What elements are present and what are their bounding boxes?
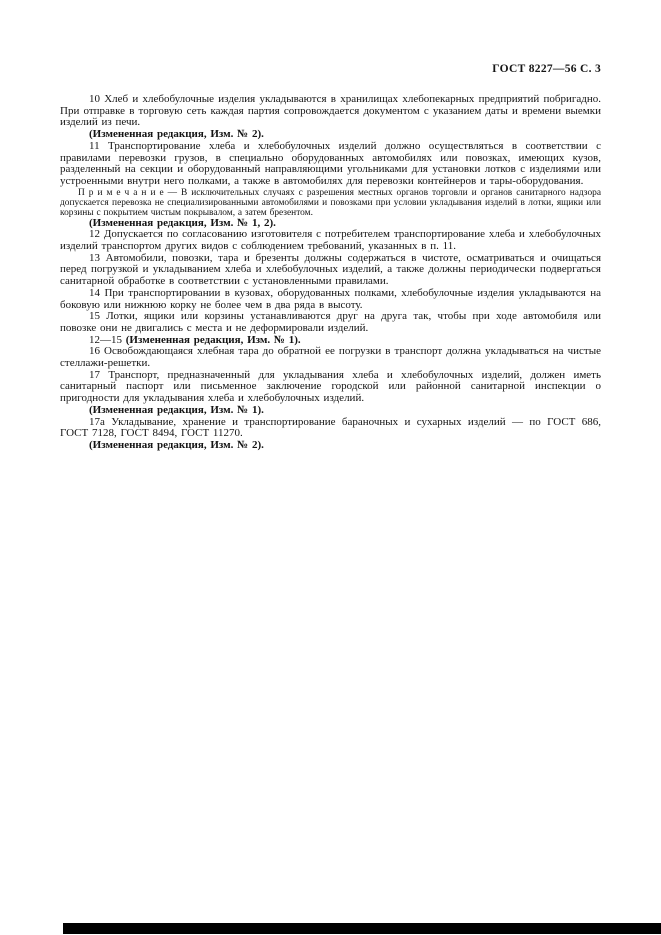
paragraph-12-15-prefix: 12—15 (89, 333, 126, 346)
paragraph-17a: 17а Укладывание, хранение и транспортирование бараночных и сухарных изделий — по ГОСТ 686, ГОСТ 7128, ГОСТ 8494, ГОСТ 11270. (60, 415, 601, 440)
paragraph-17: 17 Транспорт, предназначенный для укладывания хлеба и хлебобулочных изделий, должен иметь санитарный паспорт или письменное заключение городской или районной санитарной инспекции о пригодности для укладывания хлеба и хлебобулочных изделий. (60, 368, 601, 405)
scan-artifact-bottom-bar (63, 923, 661, 934)
paragraph-12-15-revision-bold: (Измененная редакция, Изм. № 1). (125, 333, 301, 346)
paragraph-12: 12 Допускается по согласованию изготовителя с потребителем транспортирование хлеба и хлебобулочных изделий транспортом других видов с соблюдением требований, указанных в п. 11. (60, 228, 601, 253)
paragraph-13: 13 Автомобили, повозки, тара и брезенты должны содержаться в чистоте, осматриваться и очищаться перед погрузкой и укладыванием хлеба и хлебобулочных изделий, а также должны периодически подвергаться санитарной обработке в соответствии с установленными правилами. (60, 251, 601, 288)
paragraph-10: 10 Хлеб и хлебобулочные изделия укладываются в хранилищах хлебопекарных предприятий побригадно. При отправке в торговую сеть каждая партия сопровождается документом с указанием даты и времени выемки изделий из печи. (60, 93, 601, 129)
document-body (60, 94, 601, 452)
revision-note-4: (Измененная редакция, Изм. № 2). (89, 438, 264, 451)
revision-note-3: (Измененная редакция, Изм. № 1). (89, 403, 264, 416)
revision-note-1: (Измененная редакция, Изм. № 2). (89, 128, 264, 141)
paragraph-note: П р и м е ч а н и е — В исключительных случаях с разрешения местных органов торговли и органов санитарного надзора допускается перевозка не специализированными автомобилями и повозками при условии укладывания изделий в лотки, ящики или корзины с покрытием чистым покрывалом, а затем брезентом. (60, 187, 601, 218)
page-header-gost-number: ГОСТ 8227—56 С. 3 (492, 63, 601, 75)
paragraph-14: 14 При транспортировании в кузовах, оборудованных полками, хлебобулочные изделия укладываются на боковую или нижнюю корку не более чем в два ряда в высоту. (60, 286, 601, 311)
paragraph-15: 15 Лотки, ящики или корзины устанавливаются друг на друга так, чтобы при ходе автомобиля или повозке они не двигались с места и не деформировали изделий. (60, 310, 601, 334)
revision-note-2: (Измененная редакция, Изм. № 1, 2). (89, 216, 276, 229)
paragraph-16: 16 Освобождающаяся хлебная тара до обратной ее погрузки в транспорт должна укладываться на чистые стеллажи-решетки. (60, 345, 601, 370)
paragraph-11: 11 Транспортирование хлеба и хлебобулочных изделий должно осуществляться в соответствии с правилами перевозки грузов, в специально оборудованных автомобилях или повозках, имеющих кузов, разделенный на секции и оборудованный направляющими угольниками для установки лотков с изделиями или устроенными внутри него полками, а также в автомобилях для перевозки контейнеров и тары-оборудования. (60, 139, 601, 187)
